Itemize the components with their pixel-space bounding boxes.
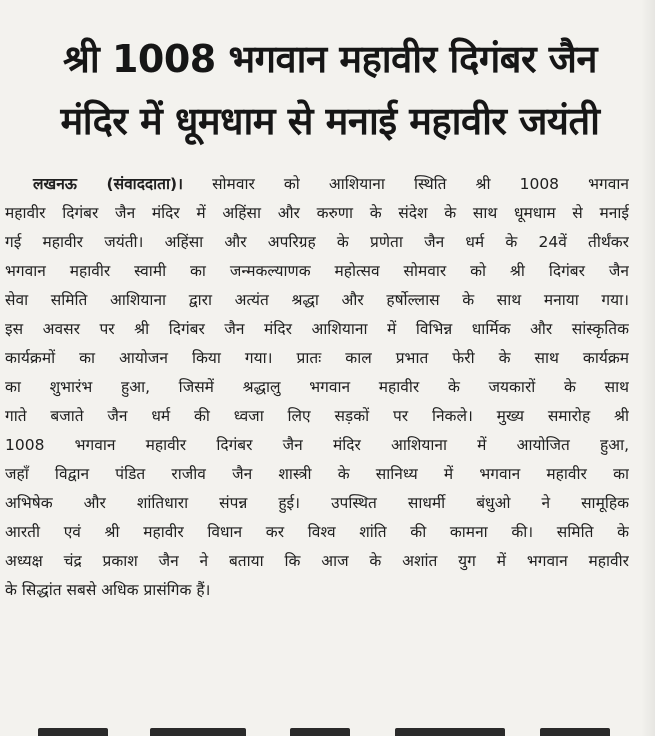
cropped-text-fragment bbox=[150, 728, 246, 736]
article-line: भगवान महावीर स्वामी का जन्मकल्याणक महोत्सव सोमवार को श्री दिगंबर जैन bbox=[5, 262, 629, 280]
article-line: 1008 भगवान महावीर दिगंबर जैन मंदिर आशियाना में आयोजित हुआ, bbox=[5, 436, 629, 454]
headline-line-1: श्री 1008 भगवान महावीर दिगंबर जैन bbox=[62, 37, 598, 81]
article-line: महावीर दिगंबर जैन मंदिर में अहिंसा और करुणा के संदेश के साथ धूमधाम से मनाई bbox=[5, 204, 629, 222]
next-headline-cropped bbox=[0, 718, 655, 736]
article-line: सेवा समिति आशियाना द्वारा अत्यंत श्रद्धा और हर्षोल्लास के साथ मनाया गया। bbox=[5, 291, 629, 309]
cropped-text-fragment bbox=[540, 728, 610, 736]
article-line: कार्यक्रमों का आयोजन किया गया। प्रातः काल प्रभात फेरी के साथ कार्यक्रम bbox=[5, 349, 629, 367]
article-line: गई महावीर जयंती। अहिंसा और अपरिग्रह के प्रणेता जैन धर्म के 24वें तीर्थंकर bbox=[5, 233, 629, 251]
article-line: का शुभारंभ हुआ, जिसमें श्रद्धालु भगवान महावीर के जयकारों के साथ bbox=[5, 378, 629, 396]
article-line bbox=[5, 170, 629, 199]
article-line: अभिषेक और शांतिधारा संपन्न हुई। उपस्थित साधर्मी बंधुओ ने सामूहिक bbox=[5, 494, 629, 512]
cropped-text-fragment bbox=[38, 728, 108, 736]
article-line: के सिद्धांत सबसे अधिक प्रासंगिक हैं। bbox=[5, 581, 211, 599]
article-body bbox=[5, 170, 629, 605]
article-line: अध्यक्ष चंद्र प्रकाश जैन ने बताया कि आज के अशांत युग में भगवान महावीर bbox=[5, 552, 629, 570]
article-line: गाते बजाते जैन धर्म की ध्वजा लिए सड़कों पर निकले। मुख्य समारोह श्री bbox=[5, 407, 629, 425]
article-line: जहाँ विद्वान पंडित राजीव जैन शास्त्री के सानिध्य में भगवान महावीर का bbox=[5, 465, 629, 483]
headline bbox=[10, 28, 650, 152]
article-line-text: सोमवार को आशियाना स्थिति श्री 1008 भगवान bbox=[212, 175, 629, 193]
headline-line-2: मंदिर में धूमधाम से मनाई महावीर जयंती bbox=[60, 99, 600, 143]
cropped-text-fragment bbox=[395, 728, 505, 736]
cropped-text-fragment bbox=[290, 728, 350, 736]
dateline: लखनऊ (संवाददाता)। bbox=[33, 175, 183, 193]
article-line: आरती एवं श्री महावीर विधान कर विश्व शांति की कामना की। समिति के bbox=[5, 523, 629, 541]
article-line: इस अवसर पर श्री दिगंबर जैन मंदिर आशियाना में विभिन्न धार्मिक और सांस्कृतिक bbox=[5, 320, 629, 338]
